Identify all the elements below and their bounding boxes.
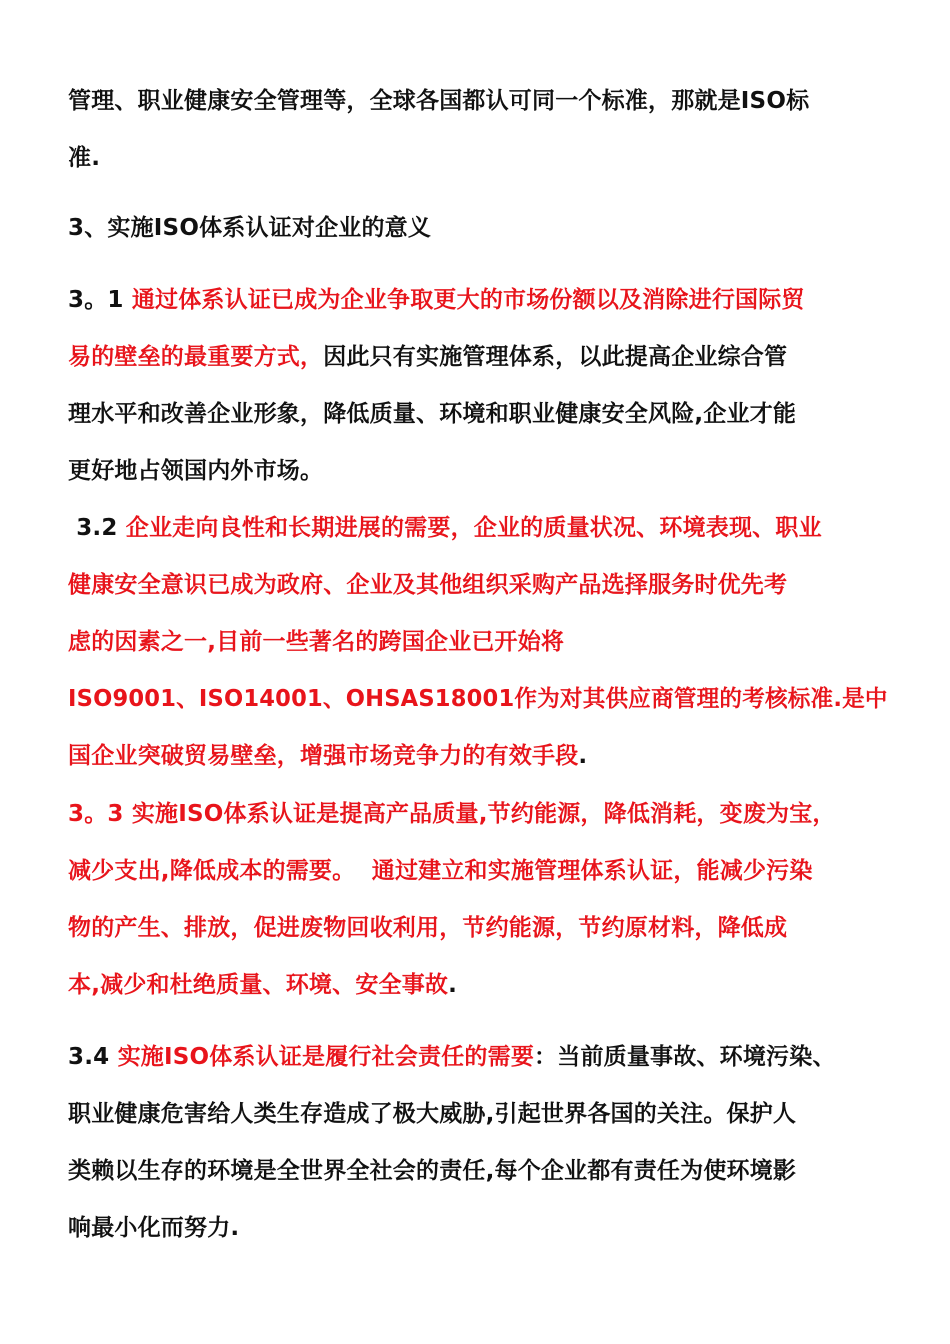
text-line xyxy=(68,513,822,543)
text-line xyxy=(68,143,100,173)
text-segment: 响最小化而努力. xyxy=(68,1215,240,1241)
text-line xyxy=(68,741,587,771)
text-segment: 更好地占领国内外市场。 xyxy=(68,458,324,484)
highlighted-text: 通过体系认证已成为企业争取更大的市场份额以及消除进行国际贸 xyxy=(131,287,805,313)
text-line xyxy=(68,456,323,486)
item-number: 3.2 xyxy=(68,515,126,541)
section-heading xyxy=(68,213,431,243)
item-number: 3.4 xyxy=(68,1044,118,1070)
highlighted-text: 减少支出,降低成本的需要。 通过建立和实施管理体系认证，能减少污染 xyxy=(68,858,813,884)
text-segment: 类赖以生存的环境是全世界全社会的责任,每个企业都有责任为使环境影 xyxy=(68,1158,797,1184)
highlighted-text: 企业走向良性和长期进展的需要，企业的质量状况、环境表现、职业 xyxy=(125,515,822,541)
text-line xyxy=(68,399,796,429)
text-line xyxy=(68,684,888,714)
text-line xyxy=(68,342,787,372)
text-segment: 3、实施ISO体系认证对企业的意义 xyxy=(68,215,432,241)
highlighted-text: 物的产生、排放，促进废物回收利用，节约能源，节约原材料，降低成 xyxy=(68,915,788,941)
highlighted-text: 实施ISO体系认证是履行社会责任的需要 xyxy=(117,1044,535,1070)
text-line xyxy=(68,570,787,600)
text-line xyxy=(68,799,836,829)
text-segment: 管理、职业健康安全管理等，全球各国都认可同一个标准，那就是ISO标 xyxy=(68,88,810,114)
text-line xyxy=(68,970,457,1000)
text-segment: . xyxy=(448,972,458,998)
text-line xyxy=(68,1156,796,1186)
text-segment: 因此只有实施管理体系，以此提高企业综合管 xyxy=(323,344,788,370)
text-segment: . xyxy=(578,743,588,769)
highlighted-text: 国企业突破贸易壁垒，增强市场竞争力的有效手段 xyxy=(68,743,579,769)
text-segment: ：当前质量事故、环境污染、 xyxy=(534,1044,836,1070)
text-line xyxy=(68,913,787,943)
text-line xyxy=(68,1099,796,1129)
text-line xyxy=(68,856,813,886)
text-segment: 理水平和改善企业形象，降低质量、环境和职业健康安全风险,企业才能 xyxy=(68,401,797,427)
highlighted-text: 本,减少和杜绝质量、环境、安全事故 xyxy=(68,972,449,998)
highlighted-text: ISO9001、ISO14001、OHSAS18001作为对其供应商管理的考核标准.是中 xyxy=(68,686,888,712)
text-segment: 职业健康危害给人类生存造成了极大威胁,引起世界各国的关注。保护人 xyxy=(68,1101,797,1127)
text-segment: 准. xyxy=(68,145,101,171)
text-line xyxy=(68,1213,239,1243)
text-line xyxy=(68,627,564,657)
highlighted-text: 易的壁垒的最重要方式， xyxy=(68,344,324,370)
text-line xyxy=(68,285,805,315)
highlighted-text: 虑的因素之一,目前一些著名的跨国企业已开始将 xyxy=(68,629,565,655)
highlighted-text: 健康安全意识已成为政府、企业及其他组织采购产品选择服务时优先考 xyxy=(68,572,788,598)
highlighted-text: 3。3 实施ISO体系认证是提高产品质量,节约能源，降低消耗，变废为宝， xyxy=(68,801,836,827)
item-number: 3。1 xyxy=(68,287,132,313)
text-line xyxy=(68,1042,836,1072)
text-line xyxy=(68,86,809,116)
